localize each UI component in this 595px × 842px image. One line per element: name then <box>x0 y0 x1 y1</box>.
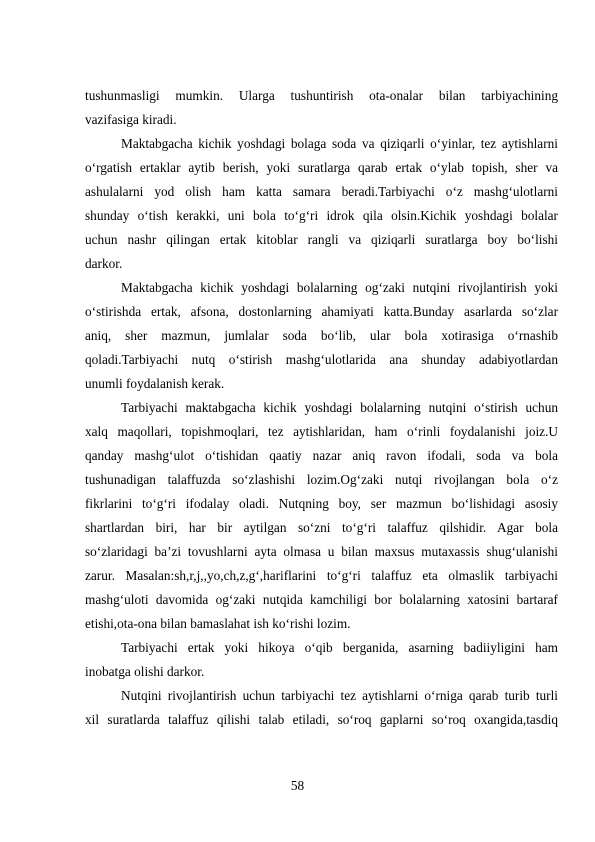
text-line: vazifasiga kiradi. <box>85 112 177 127</box>
text-line: inobatga olishi darkor. <box>85 664 205 679</box>
text-line: so‘zlaridagi ba’zi tovushlarni ayta olmasa u bilan maxsus mutaxassis shug‘ulanishi <box>85 544 558 559</box>
text-line: mashg‘uloti davomida og‘zaki nutqida kamchiligi bor bolalarning xatosini bartaraf <box>85 592 558 607</box>
paragraph-first-line: Nutqini rivojlantirish uchun tarbiyachi tez aytishlarni o‘rniga qarab turib turli <box>121 688 558 703</box>
text-line: aniq, sher mazmun, jumlalar soda bo‘lib, ular bola xotirasiga o‘rnashib <box>85 328 558 343</box>
text-line: tushunadigan talaffuzda so‘zlashishi lozim.Og‘zaki nutqi rivojlangan bola o‘z <box>85 472 558 487</box>
text-line: fikrlarini to‘g‘ri ifodalay oladi. Nutqning boy, ser mazmun bo‘lishidagi asosiy <box>85 496 558 511</box>
text-line: tushunmasligi mumkin. Ularga tushuntirish ota-onalar bilan tarbiyachining <box>85 88 558 103</box>
text-line: qoladi.Tarbiyachi nutq o‘stirish mashg‘ulotlarida ana shunday adabiyotlardan <box>85 352 558 367</box>
paragraph-first-line: Tarbiyachi maktabgacha kichik yoshdagi bolalarning nutqini o‘stirish uchun <box>121 400 558 415</box>
text-line: darkor. <box>85 256 123 271</box>
text-line: o‘rgatish ertaklar aytib berish, yoki suratlarga qarab ertak o‘ylab topish, sher va <box>85 160 558 175</box>
text-line: xalq maqollari, topishmoqlari, tez aytishlaridan, ham o‘rinli foydalanishi joiz.U <box>85 424 558 439</box>
page-number: 58 <box>290 778 305 793</box>
document-body <box>85 84 558 732</box>
text-line: xil suratlarda talaffuz qilishi talab etiladi, so‘roq gaplarni so‘roq oxangida,tasdiq <box>85 712 558 727</box>
paragraph-first-line: Maktabgacha kichik yoshdagi bolalarning og‘zaki nutqini rivojlantirish yoki <box>121 280 558 295</box>
paragraph-first-line: Maktabgacha kichik yoshdagi bolaga soda va qiziqarli o‘yinlar, tez aytishlarni <box>121 136 558 151</box>
text-line: ashulalarni yod olish ham katta samara beradi.Tarbiyachi o‘z mashg‘ulotlarni <box>85 184 558 199</box>
text-line: etishi,ota-ona bilan bamaslahat ish ko‘rishi lozim. <box>85 616 351 631</box>
text-line: shartlardan biri, har bir aytilgan so‘zni to‘g‘ri talaffuz qilshidir. Agar bola <box>85 520 558 535</box>
text-line: unumli foydalanish kerak. <box>85 376 225 391</box>
paragraph-first-line: Tarbiyachi ertak yoki hikoya o‘qib berganida, asarning badiiyligini ham <box>121 640 558 655</box>
text-line: shunday o‘tish kerakki, uni bola to‘g‘ri idrok qila olsin.Kichik yoshdagi bolalar <box>85 208 558 223</box>
text-line: zarur. Masalan:sh,r,j,,yo,ch,z,g‘,hariflarini to‘g‘ri talaffuz eta olmaslik tarbiyachi <box>85 568 558 583</box>
text-line: uchun nashr qilingan ertak kitoblar rangli va qiziqarli suratlarga boy bo‘lishi <box>85 232 558 247</box>
text-line: qanday mashg‘ulot o‘tishidan qaatiy nazar aniq ravon ifodali, soda va bola <box>85 448 558 463</box>
text-line: o‘stirishda ertak, afsona, dostonlarning ahamiyati katta.Bunday asarlarda so‘zlar <box>85 304 558 319</box>
